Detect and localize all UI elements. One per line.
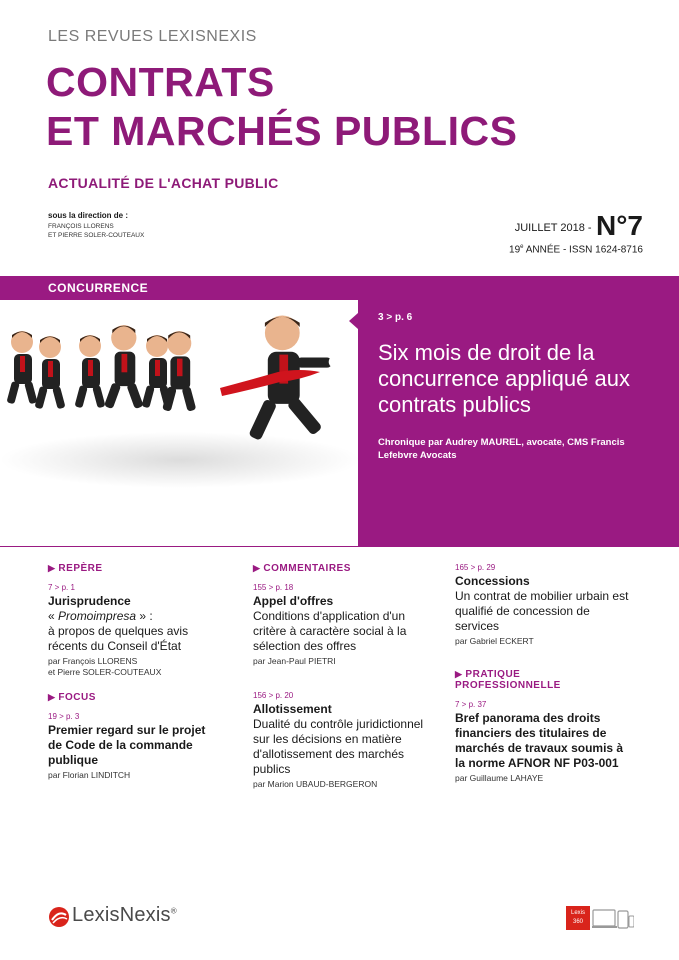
issue-year-rest: ANNÉE - ISSN 1624-8716: [523, 244, 643, 256]
triangle-icon: ▶: [455, 669, 466, 679]
item-title: Bref panorama des droits financiers des titulaires de marchés de travaux soumis à la norme AFNOR NF P03-001: [455, 711, 624, 770]
feature-title: Six mois de droit de la concurrence appliqué aux contrats publics: [378, 340, 630, 417]
item-ref: 155 > p. 18: [253, 583, 294, 592]
lexis360-badge: Lexis 360: [566, 906, 590, 930]
item-title: Concessions: [455, 574, 530, 588]
triangle-icon: ▶: [253, 563, 264, 573]
feature-ref: 3 > p. 6: [378, 312, 413, 323]
section-head-label: PRATIQUE: [465, 669, 521, 680]
floor-shadow: [0, 432, 358, 488]
column-1: [48, 563, 230, 781]
logo-mark: ®: [170, 906, 177, 916]
devices-icon: [592, 908, 634, 932]
item-ref: 19 > p. 3: [48, 712, 80, 721]
item-author: par Marion UBAUD-BERGERON: [253, 779, 378, 789]
series-name: LES REVUES LEXISNEXIS: [48, 28, 257, 45]
section-head-repere: [48, 563, 230, 574]
item-ref: 156 > p. 20: [253, 691, 294, 700]
journal-title-line2: ET MARCHÉS PUBLICS: [46, 108, 518, 154]
triangle-icon: ▶: [48, 563, 59, 573]
section-head-focus: [48, 692, 230, 703]
direction-label: sous la direction de :: [48, 211, 129, 220]
item-author: par Jean-Paul PIETRI: [253, 656, 336, 666]
feature-author: Chronique par Audrey MAUREL, avocate, CMS Francis Lefebvre Avocats: [378, 437, 625, 461]
item-body: Conditions d'application d'un critère à caractère social à la sélection des offres: [253, 609, 407, 653]
section-head-label: COMMENTAIRES: [263, 563, 351, 574]
section-head-label: REPÈRE: [58, 563, 103, 574]
journal-title-line1: CONTRATS: [46, 59, 275, 105]
issue-number: N°7: [596, 210, 643, 241]
issue-info: [515, 210, 643, 242]
issue-date: JUILLET 2018 -: [514, 222, 592, 234]
item-author: par Gabriel ECKERT: [455, 636, 534, 646]
case-name: Promoimpresa: [58, 609, 137, 623]
column-2: [253, 563, 433, 790]
item-title: Allotissement: [253, 702, 332, 716]
item-ref: 7 > p. 1: [48, 583, 75, 592]
item-body: Un contrat de mobilier urbain est qualifié de concession de services: [455, 589, 629, 633]
item-author: par Florian LINDITCH: [48, 770, 131, 780]
issue-year-sup: e: [520, 244, 524, 250]
item-title: Jurisprudence: [48, 594, 131, 608]
item-ref: 165 > p. 29: [455, 563, 496, 572]
section-head-label-2: PROFESSIONNELLE: [455, 680, 561, 691]
band-bottom-rule: [0, 546, 679, 547]
lexisnexis-logo: [72, 904, 177, 927]
triangle-icon: ▶: [48, 692, 59, 702]
direction-name-2: ET PIERRE SOLER-COUTEAUX: [48, 232, 145, 239]
issue-year-number: 19: [509, 244, 521, 256]
issue-year-issn: [509, 244, 643, 255]
feature-rubric: CONCURRENCE: [48, 281, 149, 295]
item-title: Premier regard sur le projet de Code de la commande publique: [48, 723, 206, 767]
lexisnexis-logo-icon: [48, 906, 70, 928]
journal-subtitle: ACTUALITÉ DE L'ACHAT PUBLIC: [48, 175, 279, 191]
column-3: [455, 563, 635, 784]
section-head-commentaires: [253, 563, 433, 574]
direction-names: [48, 222, 144, 240]
direction-name-1: FRANÇOIS LLORENS: [48, 223, 114, 230]
crowd-of-runners: [6, 325, 196, 412]
item-body: Dualité du contrôle juridictionnel sur les décisions en matière d'allotissement des marchés publics: [253, 717, 424, 776]
item-ref: 7 > p. 37: [455, 700, 487, 709]
journal-title: [46, 58, 517, 156]
section-head-label: FOCUS: [58, 692, 96, 703]
item-body: « Promoimpresa » : à propos de quelques avis récents du Conseil d'État: [48, 609, 189, 653]
item-author: par Guillaume LAHAYE: [455, 773, 544, 783]
item-author: par François LLORENS et Pierre SOLER-COUTEAUX: [48, 656, 162, 677]
race-illustration: [0, 300, 358, 490]
item-title: Appel d'offres: [253, 594, 334, 608]
logo-text: LexisNexis: [72, 904, 171, 926]
section-head-pratique: [455, 669, 635, 691]
